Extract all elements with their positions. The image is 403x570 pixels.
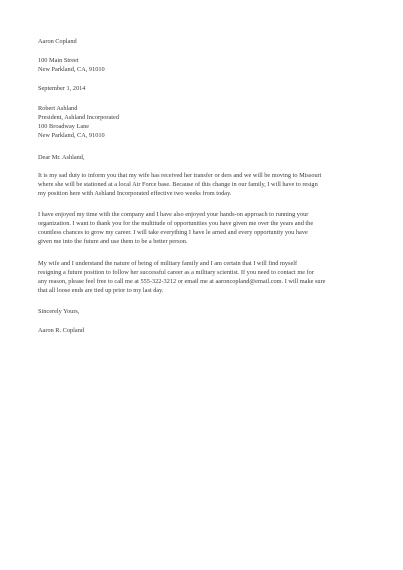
paragraph-line: I have enjoyed my time with the company and I have also enjoyed your hands-on approach to running your xyxy=(38,211,309,218)
sender-name: Aaron Copland xyxy=(38,38,77,45)
paragraph-line: any reason, please feel free to call me at 555-322-3212 or email me at aaroncopland@email.com. I will make sure xyxy=(38,278,326,285)
sender-address-lines xyxy=(38,56,368,74)
recipient-city: New Parkland, CA, 91010 xyxy=(38,132,105,139)
paragraph-line: It is my sad duty to inform you that my wife has received her transfer or ders and we will be moving to Missouri xyxy=(38,172,322,179)
salutation-block xyxy=(38,153,368,162)
recipient-title: President, Ashland Incorporated xyxy=(38,114,119,121)
closing: Sincerely Yours, xyxy=(38,308,80,315)
paragraph-line: My wife and I understand the nature of being of military family and I am certain that I will find myself xyxy=(38,260,298,267)
letter-date-block xyxy=(38,84,368,93)
signature-block xyxy=(38,326,368,335)
signature-name: Aaron R. Copland xyxy=(38,327,84,334)
paragraph-line: organization. I want to thank you for the multitude of opportunities you have given me over the years and the xyxy=(38,220,314,227)
salutation: Dear Mr. Ashland, xyxy=(38,154,85,161)
paragraph-line: that all loose ends are tied up prior to my last day. xyxy=(38,287,164,294)
paragraph-line: my position here with Ashland Incorporated effective two weeks from today. xyxy=(38,190,232,197)
paragraph-line: given me into the future and use them to be a better person. xyxy=(38,238,188,245)
recipient-name: Robert Ashland xyxy=(38,105,78,112)
letter-date: September 1, 2014 xyxy=(38,85,86,92)
paragraph-line: where she will be stationed at a local Air Force base. Because of this change in our family, I will have to resign xyxy=(38,181,318,188)
sender-city: New Parkland, CA, 91010 xyxy=(38,66,105,73)
closing-block xyxy=(38,307,368,316)
sender-address xyxy=(38,37,368,46)
recipient-address xyxy=(38,104,368,140)
paragraph-3 xyxy=(38,259,368,295)
paragraph-2 xyxy=(38,210,368,246)
recipient-street: 100 Broadway Lane xyxy=(38,123,90,130)
paragraph-line: resigning a future position to follow her successful career as a military scientist. If you need to contact me for xyxy=(38,269,314,276)
sender-street: 100 Main Street xyxy=(38,57,79,64)
paragraph-1 xyxy=(38,171,368,198)
paragraph-line: countless chances to grow my career. I will take everything I have le arned and every opportunity you have xyxy=(38,229,308,236)
